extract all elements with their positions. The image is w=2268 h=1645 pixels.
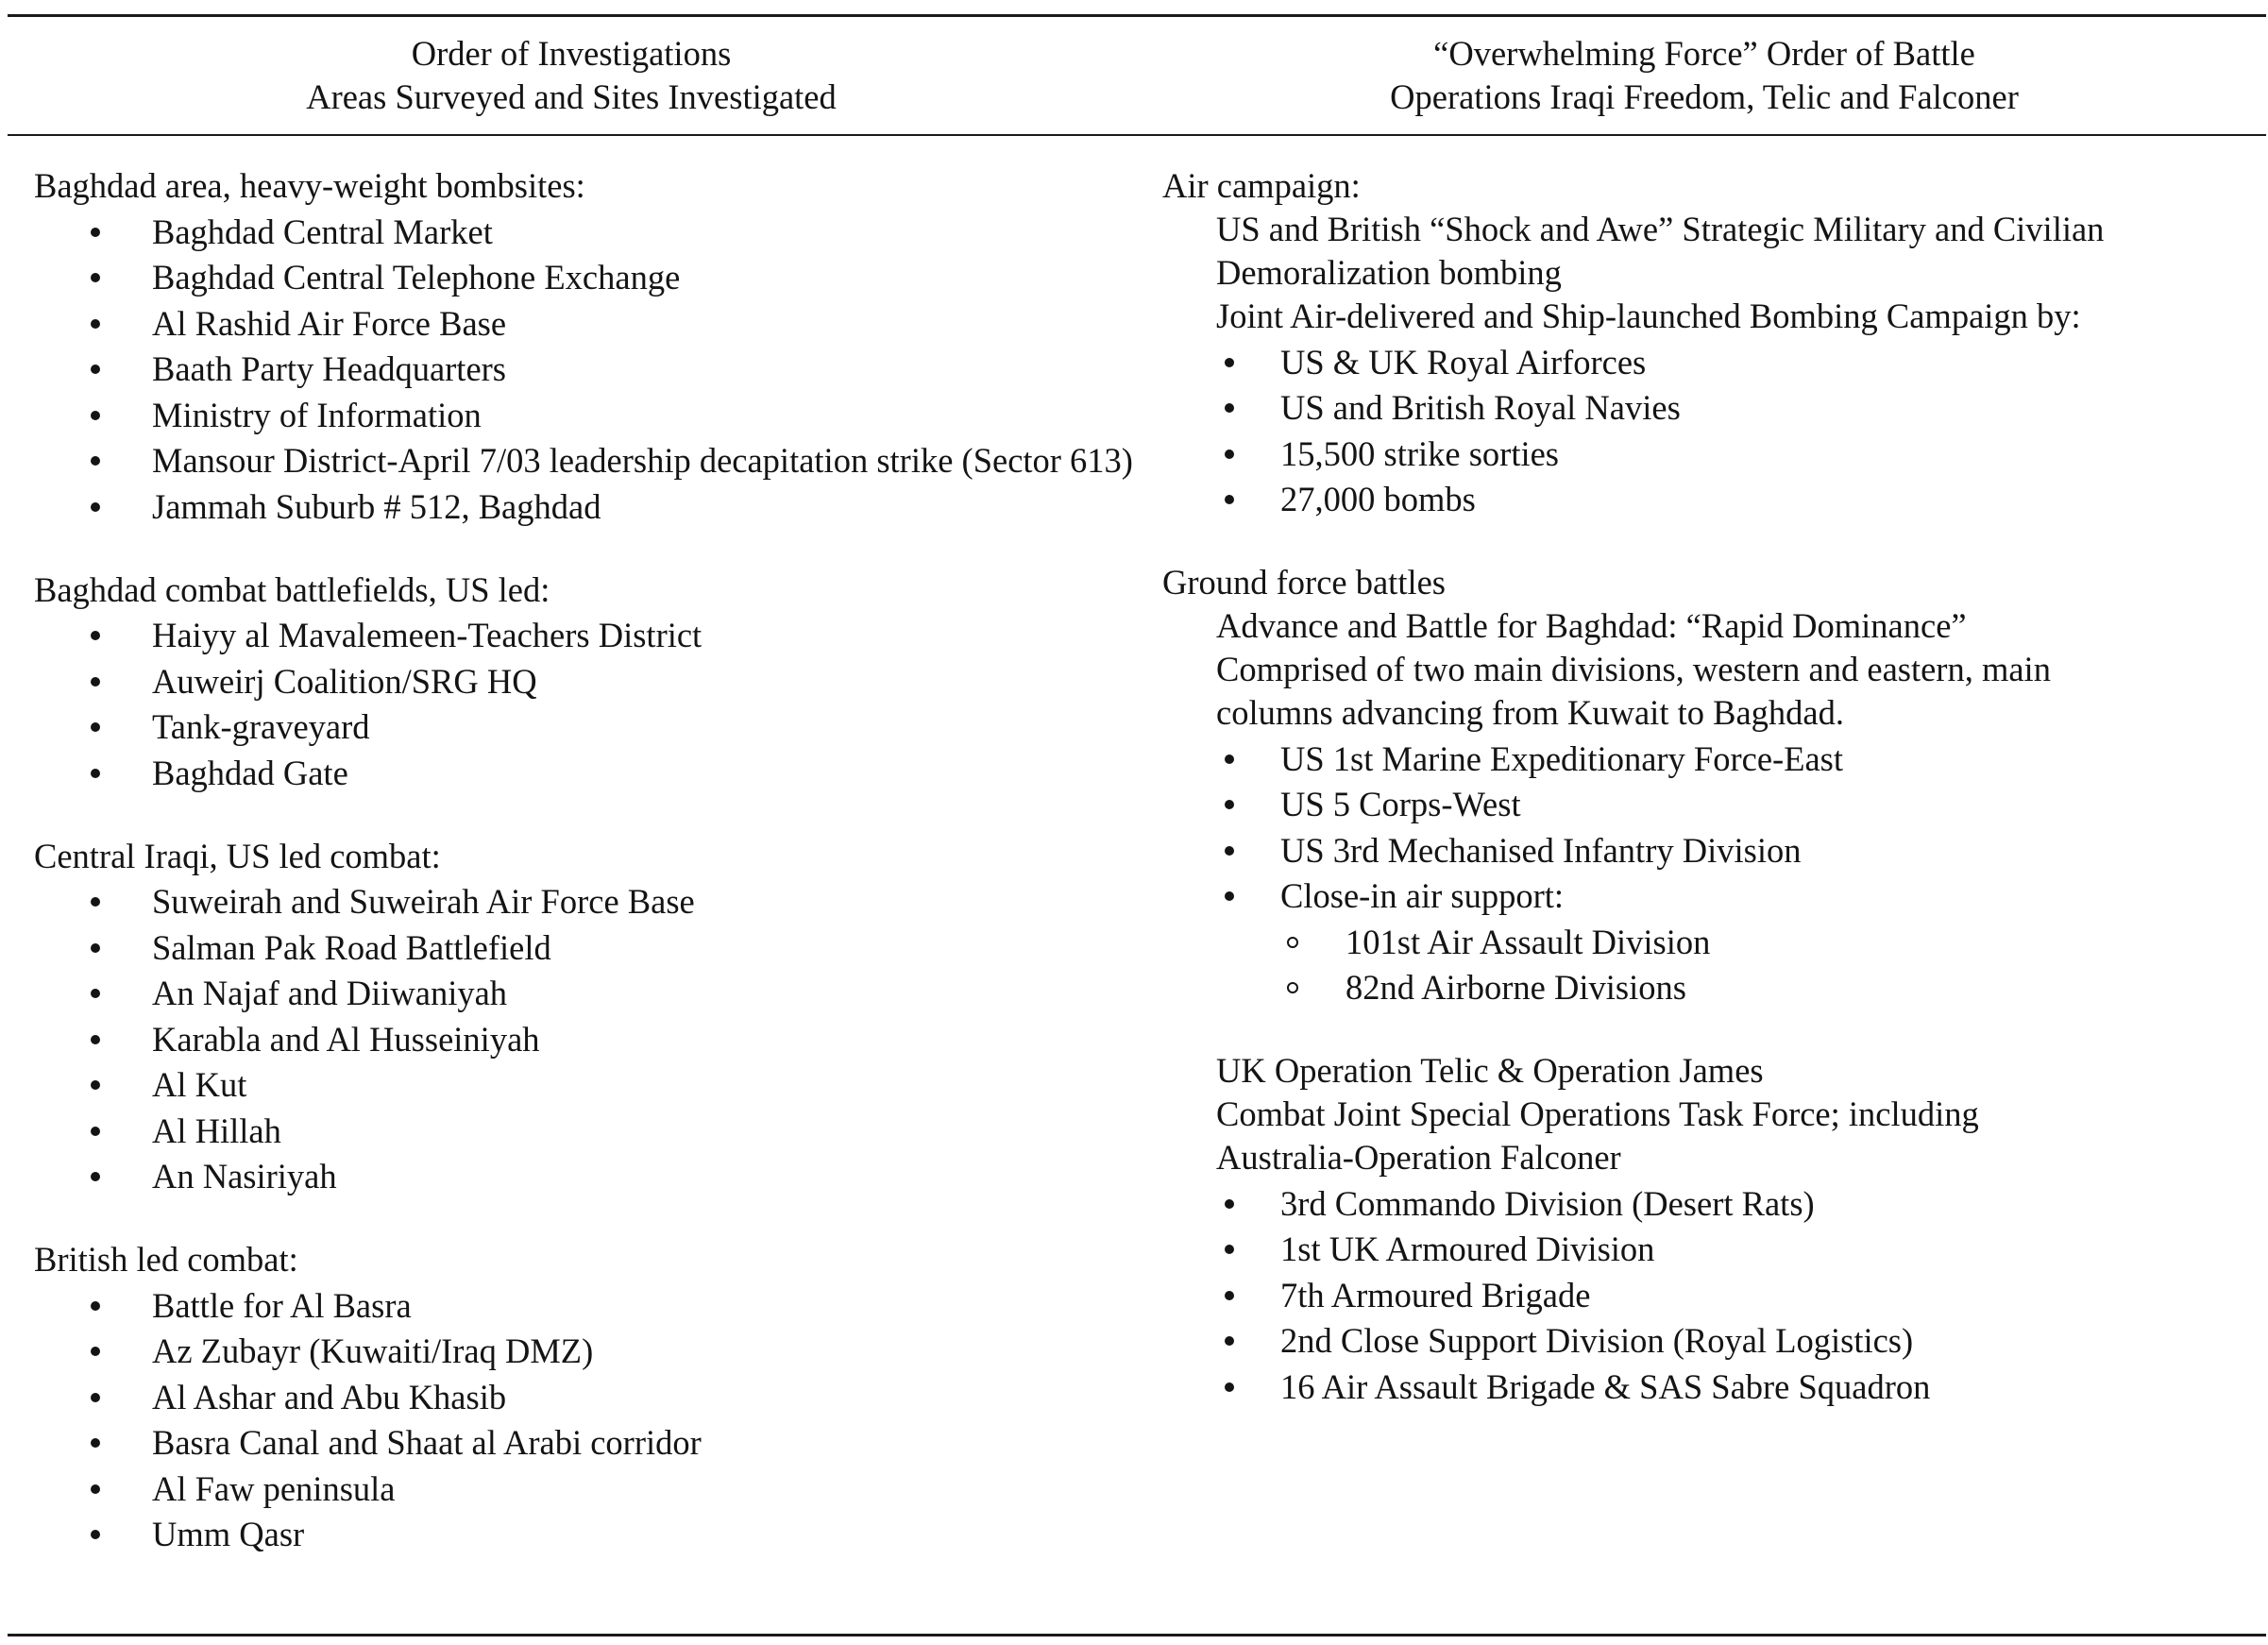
list-item — [34, 614, 1120, 657]
list-item-text: 27,000 bombs — [1280, 480, 1476, 518]
description-line: Comprised of two main divisions, western and eastern, main — [1216, 650, 2051, 688]
list-item — [34, 880, 1120, 924]
list-item-text: Umm Qasr — [152, 1515, 305, 1553]
list-item — [1162, 1365, 2258, 1409]
list-item-text: Baghdad Central Market — [152, 212, 493, 251]
list-item — [1162, 341, 2258, 384]
list-item-text: Al Faw peninsula — [152, 1468, 396, 1508]
list-item-text: Baghdad Central Telephone Exchange — [152, 258, 681, 297]
list-item-text: Baath Party Headquarters — [152, 349, 506, 388]
list-item-text: Jammah Suburb # 512, Baghdad — [152, 486, 601, 526]
list-item — [1162, 1228, 2258, 1271]
column-header-right-line1: “Overwhelming Force” Order of Battle — [1433, 34, 1975, 73]
column-header-left-line1: Order of Investigations — [411, 34, 732, 73]
list-item-text: Auweirj Coalition/SRG HQ — [152, 661, 537, 701]
section-heading: Air campaign: — [1162, 166, 1361, 205]
list-item-text: Al Ashar and Abu Khasib — [152, 1377, 507, 1416]
list-item — [34, 705, 1120, 749]
section-british-led — [34, 1238, 1120, 1556]
description-line: Demoralization bombing — [1216, 253, 1562, 292]
column-header-right — [1142, 32, 2266, 119]
list-item — [34, 302, 1120, 346]
list-item-text: Baghdad Gate — [152, 753, 348, 792]
list-item-text: Basra Canal and Shaat al Arabi corridor — [152, 1423, 702, 1462]
list-item-text: Close-in air support: — [1280, 876, 1565, 915]
list-item — [1162, 432, 2258, 476]
list-item — [34, 394, 1120, 437]
section-ground-force — [1162, 561, 2258, 1009]
list-item — [34, 752, 1120, 795]
list-item — [34, 1284, 1120, 1328]
list-item — [34, 1467, 1120, 1511]
sub-list-item-text: 101st Air Assault Division — [1346, 922, 1711, 961]
list-item-text: Az Zubayr (Kuwaiti/Iraq DMZ) — [152, 1331, 594, 1370]
list-item — [34, 1513, 1120, 1556]
list-item — [1162, 738, 2258, 781]
list-item-text: Ministry of Information — [152, 395, 482, 434]
list-item — [34, 1155, 1120, 1198]
list-item — [34, 256, 1120, 299]
list-item — [1162, 1319, 2258, 1363]
column-header-left — [0, 32, 1142, 119]
list-item — [34, 348, 1120, 391]
section-heading: Ground force battles — [1162, 563, 1447, 602]
list-item-text: Al Hillah — [152, 1111, 281, 1150]
list-item — [1162, 1274, 2258, 1317]
list-item-text: Mansour District-April 7/03 leadership decapitation strike (Sector 613) — [152, 441, 1133, 480]
description-line: Combat Joint Special Operations Task Force; including — [1216, 1094, 1979, 1133]
table-top-rule — [8, 14, 2266, 17]
list-item-text: 7th Armoured Brigade — [1280, 1275, 1591, 1314]
list-item — [1162, 478, 2258, 521]
list-item-text: 3rd Commando Division (Desert Rats) — [1280, 1183, 1815, 1223]
section-air-campaign — [1162, 164, 2258, 521]
description-line: columns advancing from Kuwait to Baghdad. — [1216, 693, 1844, 732]
list-item-text: US 3rd Mechanised Infantry Division — [1280, 830, 1802, 870]
list-item — [1162, 386, 2258, 430]
section-heading: British led combat: — [34, 1240, 298, 1279]
list-item-text: 15,500 strike sorties — [1280, 433, 1560, 473]
section-central-iraqi — [34, 835, 1120, 1199]
sub-list-item — [1162, 966, 2258, 1009]
left-column — [34, 164, 1133, 1556]
list-item-text: 2nd Close Support Division (Royal Logistics) — [1280, 1321, 1914, 1360]
list-item — [34, 211, 1120, 254]
description-line: UK Operation Telic & Operation James — [1216, 1051, 1764, 1090]
description-line: Australia-Operation Falconer — [1216, 1138, 1621, 1177]
list-item — [34, 972, 1120, 1015]
list-item — [1162, 783, 2258, 826]
list-item — [34, 926, 1120, 970]
list-item-text: Karabla and Al Husseiniyah — [152, 1019, 540, 1059]
list-item — [34, 1018, 1120, 1061]
list-item — [34, 1110, 1120, 1153]
list-item — [34, 1330, 1120, 1373]
section-uk-operation — [1162, 1049, 2258, 1409]
list-item — [1162, 829, 2258, 873]
table-header-rule — [8, 134, 2266, 136]
list-item-text: US 5 Corps-West — [1280, 785, 1521, 823]
list-item-text: US & UK Royal Airforces — [1280, 342, 1647, 382]
list-item — [34, 1376, 1120, 1419]
section-heading: Central Iraqi, US led combat: — [34, 836, 441, 875]
list-item — [1162, 1182, 2258, 1226]
description-line: US and British “Shock and Awe” Strategic Military and Civilian — [1216, 210, 2105, 248]
list-item-text: US and British Royal Navies — [1280, 388, 1681, 427]
description-line: Advance and Battle for Baghdad: “Rapid Dominance” — [1216, 606, 1967, 645]
section-heading: Baghdad area, heavy-weight bombsites: — [34, 166, 585, 205]
section-baghdad-bombsites — [34, 164, 1133, 529]
list-item — [34, 660, 1120, 704]
sub-list-item-text: 82nd Airborne Divisions — [1346, 968, 1686, 1007]
list-item-text: 16 Air Assault Brigade & SAS Sabre Squadron — [1280, 1366, 1931, 1406]
list-item — [34, 1421, 1120, 1465]
list-item-text: Al Kut — [152, 1065, 247, 1104]
list-item — [1162, 874, 2258, 918]
list-item-text: Battle for Al Basra — [152, 1285, 412, 1325]
list-item-text: An Najaf and Diiwaniyah — [152, 974, 508, 1012]
list-item-text: 1st UK Armoured Division — [1280, 1230, 1655, 1268]
list-item-text: An Nasiriyah — [152, 1157, 337, 1196]
list-item-text: Salman Pak Road Battlefield — [152, 927, 551, 967]
section-baghdad-battlefields — [34, 568, 1120, 795]
list-item — [34, 485, 1120, 529]
description-line: Joint Air-delivered and Ship-launched Bombing Campaign by: — [1216, 297, 2081, 335]
list-item — [34, 439, 1153, 483]
list-item-text: Suweirah and Suweirah Air Force Base — [152, 882, 695, 921]
table-bottom-rule — [8, 1634, 2266, 1637]
list-item-text: Haiyy al Mavalemeen-Teachers District — [152, 616, 702, 654]
right-column — [1162, 164, 2258, 1409]
list-item-text: Tank-graveyard — [152, 707, 370, 746]
list-item — [34, 1063, 1120, 1107]
list-item-text: US 1st Marine Expeditionary Force-East — [1280, 738, 1844, 778]
column-header-left-line2: Areas Surveyed and Sites Investigated — [306, 77, 837, 116]
sub-list-item — [1162, 921, 2258, 964]
list-item-text: Al Rashid Air Force Base — [152, 303, 507, 343]
column-header-right-line2: Operations Iraqi Freedom, Telic and Falconer — [1390, 77, 2019, 116]
section-heading: Baghdad combat battlefields, US led: — [34, 569, 550, 609]
